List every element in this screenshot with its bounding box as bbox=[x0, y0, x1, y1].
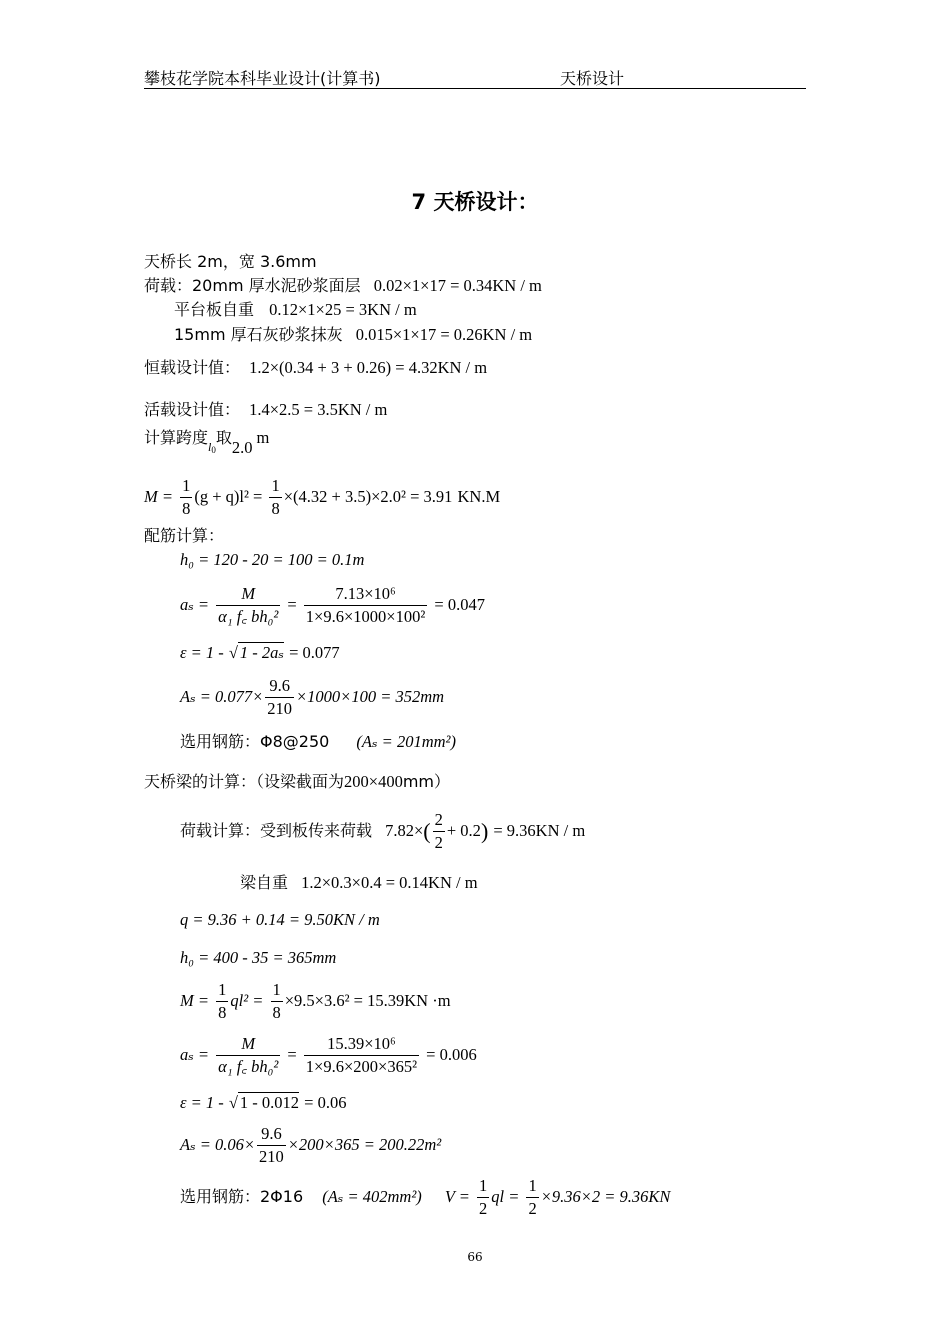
frac-m bbox=[216, 583, 280, 628]
tail: mm） bbox=[402, 772, 451, 791]
equation: 1.4×2.5 = 3.5KN / m bbox=[249, 400, 388, 419]
lhs: Aₛ = 0.06× bbox=[180, 1135, 256, 1154]
num: 1 bbox=[477, 1175, 489, 1198]
beam-self-weight bbox=[240, 873, 478, 893]
epsilon-beam-eq bbox=[180, 1093, 346, 1113]
den: 210 bbox=[267, 699, 293, 718]
unit: KN.M bbox=[457, 487, 501, 506]
label: 梁自重 bbox=[240, 873, 289, 892]
num: 1 bbox=[216, 979, 228, 1002]
result: = 0.047 bbox=[434, 595, 485, 614]
frac-a bbox=[477, 1175, 489, 1220]
label: 荷载：20mm 厚水泥砂浆面层 bbox=[144, 276, 361, 295]
frac-m bbox=[216, 1033, 280, 1078]
lhs: 7.82× bbox=[385, 821, 424, 840]
epsilon-eq bbox=[180, 643, 340, 663]
header-right: 天桥设计 bbox=[560, 69, 625, 88]
equation: 1.2×(0.34 + 3 + 0.26) = 4.32KN / m bbox=[249, 358, 488, 377]
den: α₁ f꜀ bh₀² bbox=[218, 1057, 279, 1076]
eq: = bbox=[287, 1045, 297, 1064]
num: 7.13×10⁶ bbox=[304, 583, 428, 606]
label: 恒载设计值： bbox=[144, 358, 241, 377]
label: 选用钢筋：Φ8@250 bbox=[180, 732, 330, 751]
header-left: 攀枝花学院本科毕业设计(计算书) bbox=[144, 69, 381, 88]
load-slab-weight bbox=[174, 300, 417, 320]
moment-eq-1 bbox=[144, 472, 500, 522]
label: 荷载计算：受到板传来荷载 bbox=[180, 821, 373, 840]
frac-1-8b bbox=[269, 475, 281, 520]
frac-values bbox=[304, 1033, 419, 1078]
label: 15mm 厚石灰砂浆抹灰 bbox=[174, 325, 343, 344]
result: ×1000×100 = 352mm bbox=[296, 687, 445, 706]
den: 8 bbox=[218, 1003, 227, 1022]
label: 活载设计值： bbox=[144, 400, 241, 419]
den: 1×9.6×200×365² bbox=[305, 1057, 418, 1076]
rebar-choice-2 bbox=[180, 1172, 670, 1222]
load-plaster bbox=[174, 325, 532, 345]
result: ×9.36×2 = 9.36KN bbox=[540, 1187, 671, 1206]
unit: m bbox=[256, 428, 270, 447]
frac-b bbox=[526, 1175, 538, 1220]
label: 计算跨度 bbox=[144, 428, 209, 447]
den: 2 bbox=[479, 1199, 488, 1218]
header-rule bbox=[144, 88, 806, 89]
radical-sign: √ bbox=[228, 643, 238, 662]
var-sub: 0 bbox=[211, 445, 216, 455]
den: 8 bbox=[271, 499, 280, 518]
result: = 0.06 bbox=[304, 1093, 347, 1112]
den: α₁ f꜀ bh₀² bbox=[218, 607, 279, 626]
num: 9.6 bbox=[257, 1123, 286, 1146]
den: 1×9.6×1000×100² bbox=[305, 607, 426, 626]
equation: 0.015×1×17 = 0.26KN / m bbox=[355, 325, 533, 344]
section: 200×400 bbox=[344, 772, 403, 791]
var-l: l bbox=[208, 440, 212, 454]
label: 选用钢筋：2Φ16 bbox=[180, 1187, 304, 1206]
equation: 0.02×1×17 = 0.34KN / m bbox=[373, 276, 542, 295]
As-eq bbox=[180, 672, 444, 722]
lhs: ε = 1 - bbox=[180, 643, 224, 662]
result: = 0.006 bbox=[426, 1045, 477, 1064]
den: 2 bbox=[434, 833, 443, 852]
section-title: 7 天桥设计： bbox=[411, 190, 539, 214]
num: 1 bbox=[271, 979, 283, 1002]
label: 天桥梁的计算：（设梁截面为 bbox=[144, 772, 345, 791]
paren-open: ( bbox=[423, 818, 431, 844]
num: 1 bbox=[269, 475, 281, 498]
reinforcement-heading: 配筋计算： bbox=[144, 526, 225, 545]
beam-load-from-slab bbox=[180, 806, 585, 857]
frac-1-8 bbox=[180, 475, 192, 520]
frac bbox=[257, 1123, 286, 1168]
mid: ql = bbox=[491, 1187, 520, 1206]
paren-close: ) bbox=[480, 818, 489, 844]
num: 1 bbox=[526, 1175, 538, 1198]
shear-lhs: V = bbox=[444, 1187, 470, 1206]
lhs: M = bbox=[180, 991, 210, 1010]
mid: ql² = bbox=[230, 991, 264, 1010]
result: = 9.36KN / m bbox=[493, 821, 586, 840]
den: 210 bbox=[259, 1147, 284, 1166]
tail: ×(4.32 + 3.5)×2.0² = 3.91 bbox=[283, 487, 453, 506]
page-number: 66 bbox=[467, 1250, 483, 1264]
h0-beam-eq: h₀ = 400 - 35 = 365mm bbox=[180, 948, 337, 967]
dead-load-design bbox=[144, 358, 487, 378]
equation: 1.2×0.3×0.4 = 0.14KN / m bbox=[301, 873, 478, 892]
den: 8 bbox=[182, 499, 191, 518]
num: 15.39×10⁶ bbox=[304, 1033, 419, 1056]
frac-b bbox=[271, 979, 283, 1024]
num: 1 bbox=[180, 475, 192, 498]
as-beam-eq bbox=[180, 1030, 477, 1080]
lhs: M = bbox=[144, 487, 174, 506]
lhs: Aₛ = 0.077× bbox=[180, 687, 264, 706]
eq: = bbox=[287, 595, 297, 614]
span-length bbox=[144, 428, 269, 460]
live-load-design bbox=[144, 400, 387, 420]
load-surface-layer bbox=[144, 276, 542, 296]
result: = 0.077 bbox=[289, 643, 340, 662]
radicand: 1 - 2aₛ bbox=[239, 643, 284, 662]
q-eq: q = 9.36 + 0.14 = 9.50KN / m bbox=[180, 910, 380, 929]
result: ×9.5×3.6² = 15.39KN ·m bbox=[284, 991, 451, 1010]
lhs: ε = 1 - bbox=[180, 1093, 224, 1112]
den: 2 bbox=[528, 1199, 537, 1218]
frac-values bbox=[304, 583, 428, 628]
As-beam-eq bbox=[180, 1120, 441, 1170]
num: M bbox=[216, 1033, 280, 1056]
frac bbox=[433, 809, 445, 854]
plus: + 0.2 bbox=[446, 821, 481, 840]
bridge-dimensions: 天桥长 2m，宽 3.6mm bbox=[144, 252, 317, 271]
lhs: aₛ = bbox=[180, 595, 210, 614]
num: M bbox=[216, 583, 280, 606]
result: ×200×365 = 200.22m² bbox=[287, 1135, 442, 1154]
label: 平台板自重 bbox=[174, 300, 255, 319]
frac bbox=[265, 675, 294, 720]
frac-a bbox=[216, 979, 228, 1024]
lhs: aₛ = bbox=[180, 1045, 210, 1064]
den: 8 bbox=[272, 1003, 281, 1022]
take: 取 bbox=[215, 428, 232, 447]
equation: (Aₛ = 201mm²) bbox=[356, 732, 456, 751]
as-eq bbox=[180, 580, 485, 630]
radicand: 1 - 0.012 bbox=[239, 1093, 300, 1112]
rebar-choice-1 bbox=[180, 732, 456, 752]
equation: 0.12×1×25 = 3KN / m bbox=[269, 300, 417, 319]
equation: (Aₛ = 402mm²) bbox=[322, 1187, 422, 1206]
mid: (g + q)l² = bbox=[194, 487, 263, 506]
num: 2 bbox=[433, 809, 445, 832]
moment-eq-2 bbox=[180, 976, 451, 1026]
h0-eq: h₀ = 120 - 20 = 100 = 0.1m bbox=[180, 550, 365, 569]
radical-sign: √ bbox=[228, 1093, 238, 1112]
num: 9.6 bbox=[265, 675, 294, 698]
value: 2.0 bbox=[231, 438, 253, 457]
beam-heading bbox=[144, 772, 450, 792]
